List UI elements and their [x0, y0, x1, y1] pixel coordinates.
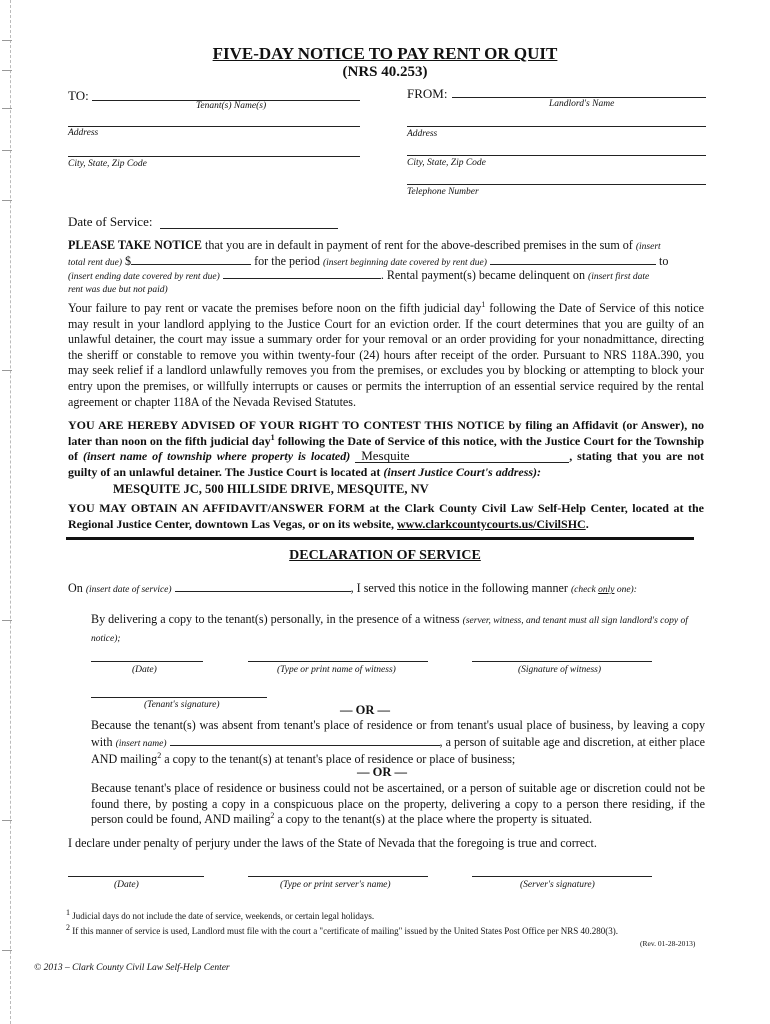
statute-reference: (NRS 40.253): [342, 64, 428, 80]
footnote-1-text: Judicial days do not include the date of service, weekends, or certain legal holidays.: [72, 911, 375, 921]
or-divider-2: — OR —: [357, 765, 407, 779]
landlord-city-field[interactable]: [407, 155, 706, 156]
consequences-text-2: following the Date of Service of this notice may result in your landlord applying to the Justice Court for an eviction order. If the court determines that you are guilty of an unlawful detainer, the court may issue a summary order for your removal or an order providing for your nonadmittance, directing the sheriff or constable to remove you within twenty-four (24) hours after receipt of the order. Pursuant to NRS 118A.390, you may seek relief if a landlord unlawfully removes you from the premises, or excludes you by blocking or attempting to block your entry upon the premises, or willfully interrupts or causes or permits the interruption of an essential service required by the rental agreement or chapter 118A of the Nevada Revised Statutes.: [68, 301, 704, 409]
footnote-ref-1b: 1: [270, 432, 275, 442]
witness-date-caption: (Date): [132, 665, 157, 675]
option-post-and-mail[interactable]: [91, 781, 705, 828]
footnote-2-number: 2: [66, 923, 70, 932]
footnote-ref-1: 1: [481, 299, 486, 309]
person-name-field[interactable]: [170, 734, 440, 746]
option3-text-b: a copy to the tenant(s) at the place where the property is situated.: [274, 812, 593, 827]
tenant-signature-field[interactable]: [91, 697, 267, 698]
footnote-ref-2b: 2: [270, 811, 275, 821]
obtain-form-paragraph: [68, 501, 704, 532]
hint-service-date: (insert date of service): [85, 585, 172, 595]
hint-begin-date: (insert beginning date covered by rent due): [322, 258, 487, 268]
served-text: , I served this notice in the following manner: [350, 581, 568, 595]
scan-mark: [2, 620, 12, 621]
option2-text-b: , a person of suitable age and discretion, at either place AND mailing: [91, 734, 705, 767]
scan-mark: [2, 108, 12, 109]
footnote-1: [66, 908, 706, 921]
scan-mark: [2, 950, 12, 951]
server-name-field[interactable]: [248, 876, 428, 877]
court-address-hint: (insert Justice Court's address):: [383, 464, 542, 479]
server-date-caption: (Date): [114, 880, 139, 890]
landlord-name-field[interactable]: [452, 97, 706, 98]
hint-first-date-a: (insert first date: [588, 272, 650, 282]
notice-lead: PLEASE TAKE NOTICE: [68, 238, 202, 252]
service-date-field[interactable]: [175, 580, 351, 592]
witness-signature-field[interactable]: [472, 661, 652, 662]
from-label: FROM:: [407, 86, 448, 101]
option-personal-delivery[interactable]: [91, 612, 703, 647]
copyright-footer: © 2013 – Clark County Civil Law Self-Help Center: [34, 963, 230, 973]
tenant-address-field[interactable]: [68, 126, 360, 127]
landlord-phone-caption: Telephone Number: [407, 187, 479, 197]
on-word: On: [68, 581, 83, 595]
check-text: (check: [570, 585, 599, 595]
option-leave-with-person[interactable]: [91, 718, 705, 768]
scan-mark: [2, 150, 12, 151]
dollar-sign: $: [125, 254, 132, 268]
tenant-signature-caption: (Tenant's signature): [144, 700, 220, 710]
advised-text-3: , stating that you are not guilty of an unlawful detainer. The Justice Court is located at: [68, 449, 705, 479]
one-text: one):: [614, 585, 637, 595]
to-label: TO:: [68, 88, 89, 103]
advised-text-2: following the Date of Service of this notice, with the Justice Court for the Township of: [68, 433, 704, 464]
hint-total-rent-a: (insert: [635, 242, 661, 252]
option1-text: By delivering a copy to the tenant(s) personally, in the presence of a witness: [91, 612, 460, 626]
right-to-contest-paragraph: [68, 418, 704, 480]
server-signature-field[interactable]: [472, 876, 652, 877]
witness-name-caption: (Type or print name of witness): [277, 665, 396, 675]
scan-mark: [2, 370, 12, 371]
landlord-address-caption: Address: [407, 129, 438, 139]
server-signature-caption: (Server's signature): [520, 880, 595, 890]
declaration-heading: DECLARATION OF SERVICE: [289, 548, 481, 563]
period-text: for the period: [254, 254, 320, 268]
footnote-2-text: If this manner of service is used, Landlord must file with the court a "certificate of mailing" issued by the United States Post Office per NRS 40.280(3).: [72, 926, 619, 936]
option3-text-a: Because tenant's place of residence or business could not be ascertained, or a person of suitable age or discretion could not be found there, by posting a copy in a conspicuous place on the property, delivering a copy to a person there residing, if the person could be found, AND mailing: [91, 781, 705, 827]
witness-name-field[interactable]: [248, 661, 428, 662]
tenant-address-caption: Address: [68, 128, 99, 138]
total-rent-field[interactable]: [131, 253, 251, 265]
footnote-2: [66, 923, 706, 936]
only-word: only: [598, 585, 615, 595]
advised-text-1: YOU ARE HEREBY ADVISED OF YOUR RIGHT TO CONTEST THIS NOTICE by filing an Affidavit (or Answer), no later than noon on the fifth judicial day: [68, 418, 704, 448]
begin-date-field[interactable]: [490, 253, 656, 265]
obtain-text: YOU MAY OBTAIN AN AFFIDAVIT/ANSWER FORM at the Clark County Civil Law Self-Help Center, located at the Regional Justice Center, downtown Las Vegas, or on its website,: [68, 501, 704, 531]
perjury-statement: I declare under penalty of perjury under the laws of the State of Nevada that the foregoing is true and correct.: [68, 836, 597, 850]
scan-mark: [2, 40, 12, 41]
township-hint: (insert name of township where property is located): [82, 449, 351, 464]
scan-mark: [2, 820, 12, 821]
server-date-field[interactable]: [68, 876, 204, 877]
tenant-name-caption: Tenant(s) Name(s): [196, 101, 267, 111]
tenant-city-caption: City, State, Zip Code: [68, 159, 147, 169]
township-field[interactable]: Mesquite: [355, 449, 569, 463]
date-of-service-label: Date of Service:: [68, 214, 153, 229]
scan-edge-line: [10, 0, 11, 1024]
hint-total-rent-b: total rent due): [68, 258, 122, 268]
section-separator: [66, 537, 694, 540]
court-address-value: MESQUITE JC, 500 HILLSIDE DRIVE, MESQUITE, NV: [113, 482, 429, 496]
obtain-period: .: [585, 516, 589, 531]
hint-end-date: (insert ending date covered by rent due): [68, 272, 220, 282]
witness-signature-caption: (Signature of witness): [518, 665, 602, 675]
self-help-website-link[interactable]: www.clarkcountycourts.us/CivilSHC: [397, 516, 586, 531]
footnote-1-number: 1: [66, 908, 70, 917]
or-divider-1: — OR —: [340, 703, 390, 717]
server-name-caption: (Type or print server's name): [280, 880, 391, 890]
delinquent-text: . Rental payment(s) became delinquent on: [380, 268, 585, 282]
option2-hint: (insert name): [115, 738, 167, 749]
to-word: to: [658, 254, 669, 268]
revision-date: (Rev. 01-28-2013): [640, 939, 696, 948]
option2-text-a: Because the tenant(s) was absent from tenant's place of residence or from tenant's usual place of business, by leaving a copy with: [91, 718, 705, 749]
landlord-address-field[interactable]: [407, 126, 706, 127]
witness-date-field[interactable]: [91, 661, 203, 662]
consequences-text-1: Your failure to pay rent or vacate the premises before noon on the fifth judicial day: [68, 301, 482, 315]
document-title: FIVE-DAY NOTICE TO PAY RENT OR QUIT: [212, 44, 558, 63]
declaration-line: [68, 580, 708, 599]
hint-first-date-b: rent was due but not paid): [68, 285, 168, 295]
landlord-phone-field[interactable]: [407, 184, 706, 185]
landlord-city-caption: City, State, Zip Code: [407, 158, 486, 168]
notice-line-4: [68, 281, 168, 299]
notice-text: that you are in default in payment of rent for the above-described premises in the sum of: [201, 238, 633, 252]
landlord-name-caption: Landlord's Name: [549, 99, 615, 109]
tenant-city-field[interactable]: [68, 156, 360, 157]
footnote-ref-2a: 2: [157, 751, 162, 761]
option2-text-c: a copy to the tenant(s) at tenant's place of residence or place of business;: [161, 752, 516, 767]
end-date-field[interactable]: [223, 267, 381, 279]
scan-mark: [2, 200, 12, 201]
date-of-service-field[interactable]: [160, 228, 338, 229]
consequences-paragraph: [68, 301, 704, 410]
option1-hint: (server, witness, and tenant must all sign landlord's copy of notice);: [91, 616, 688, 644]
